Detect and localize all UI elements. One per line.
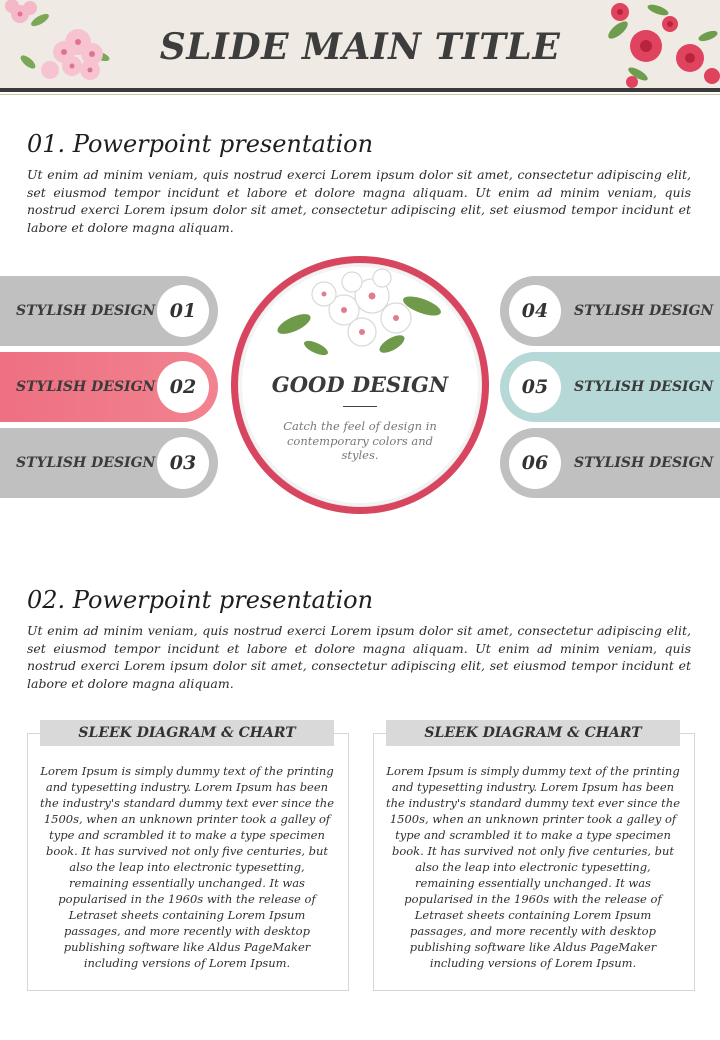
center-description: Catch the feel of design in contemporary colors and styles.: [283, 419, 437, 462]
diagram-item-01: [0, 276, 218, 346]
section-2-paragraph: Ut enim ad minim veniam, quis nostrud exerci Lorem ipsum dolor sit amet, consectetur adipiscing elit, set eiusmod tempor incidunt et labore et dolore magna aliquam. Ut enim ad minim veniam, quis nostrud exerci Lorem ipsum dolor sit amet, consectetur adipiscing elit, set eiusmod tempor incidunt et labore et dolore magna aliquam.: [27, 623, 691, 691]
page-title: SLIDE MAIN TITLE: [159, 26, 561, 68]
diagram-item-03: [0, 428, 218, 498]
diagram-item-02: [0, 352, 218, 422]
diagram-item-label: STYLISH DESIGN: [574, 303, 714, 319]
info-card-1-heading: SLEEK DIAGRAM & CHART: [40, 720, 334, 746]
diagram-item-number: 05: [509, 361, 561, 413]
diagram-item-number: 02: [157, 361, 209, 413]
info-card-2-heading: SLEEK DIAGRAM & CHART: [386, 720, 680, 746]
center-title: GOOD DESIGN: [271, 372, 449, 397]
diagram-item-number: 03: [157, 437, 209, 489]
section-1-title: 01. Powerpoint presentation: [27, 130, 374, 158]
diagram-item-label: STYLISH DESIGN: [574, 455, 714, 471]
white-blossom-icon: [272, 266, 448, 358]
diagram-item-label: STYLISH DESIGN: [574, 379, 714, 395]
diagram-item-number: 06: [509, 437, 561, 489]
header-divider: [0, 88, 720, 92]
section-2-title: 02. Powerpoint presentation: [27, 586, 374, 614]
center-divider: [343, 406, 377, 407]
diagram-item-06: [500, 428, 720, 498]
diagram-item-label: STYLISH DESIGN: [16, 303, 156, 319]
diagram-item-label: STYLISH DESIGN: [16, 379, 156, 395]
header-divider-thin: [0, 94, 720, 95]
diagram-item-05: [500, 352, 720, 422]
section-1-paragraph: Ut enim ad minim veniam, quis nostrud exerci Lorem ipsum dolor sit amet, consectetur adipiscing elit, set eiusmod tempor incidunt et labore et dolore magna aliquam. Ut enim ad minim veniam, quis nostrud exerci Lorem ipsum dolor sit amet, consectetur adipiscing elit, set eiusmod tempor incidunt et labore et dolore magna aliquam.: [27, 167, 691, 235]
diagram-item-number: 04: [509, 285, 561, 337]
info-card-2-text: Lorem Ipsum is simply dummy text of the printing and typesetting industry. Lorem Ipsum has been the industry's standard dummy text ever since the 1500s, when an unknown printer took a galley of type and scrambled it to make a type specimen book. It has survived not only five centuries, but also the leap into electronic typesetting, remaining essentially unchanged. It was popularised in the 1960s with the release of Letraset sheets containing Lorem Ipsum passages, and more recently with desktop publishing software like Aldus PageMaker including versions of Lorem Ipsum.: [386, 764, 680, 970]
diagram-item-label: STYLISH DESIGN: [16, 455, 156, 471]
diagram-item-04: [500, 276, 720, 346]
info-card-1-text: Lorem Ipsum is simply dummy text of the printing and typesetting industry. Lorem Ipsum has been the industry's standard dummy text ever since the 1500s, when an unknown printer took a galley of type and scrambled it to make a type specimen book. It has survived not only five centuries, but also the leap into electronic typesetting, remaining essentially unchanged. It was popularised in the 1960s with the release of Letraset sheets containing Lorem Ipsum passages, and more recently with desktop publishing software like Aldus PageMaker including versions of Lorem Ipsum.: [40, 764, 334, 970]
diagram-item-number: 01: [157, 285, 209, 337]
